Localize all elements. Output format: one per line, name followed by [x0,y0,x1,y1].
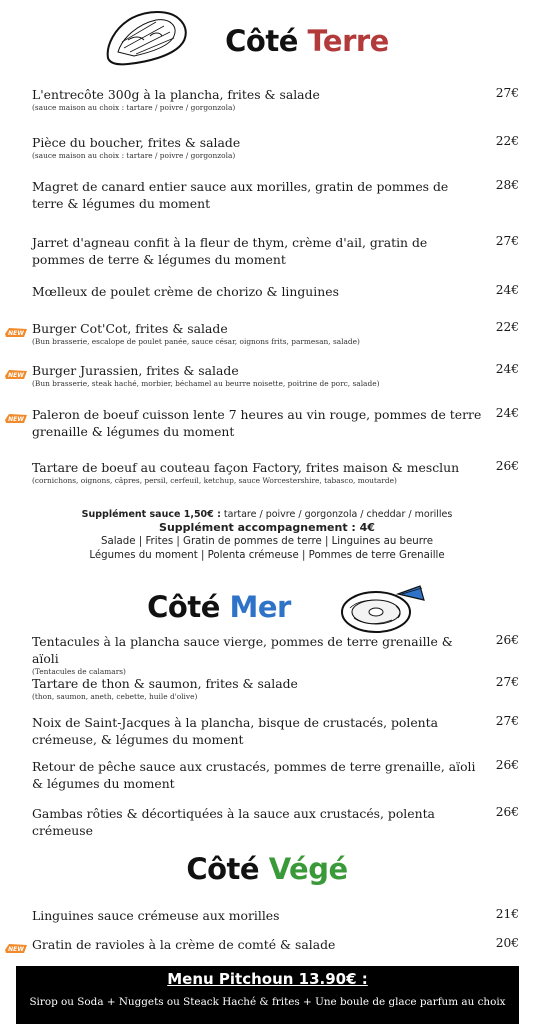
menu-item-name: L'entrecôte 300g à la plancha, frites & salade [32,87,320,102]
menu-item-price: 26€ [495,633,519,647]
supplements-block [0,508,534,563]
menu-item [32,283,522,300]
new-badge-icon [4,323,28,337]
menu-item-name: Pièce du boucher, frites & salade [32,135,241,150]
menu-item-description: (Tentacules de calamars) [32,667,126,676]
menu-item-description: (Bun brasserie, escalope de poulet panée, sauce césar, oignons frits, parmesan, salade) [32,337,360,346]
menu-item [32,406,522,440]
menu-item-price: 20€ [495,936,519,950]
accompaniment-list-1: Salade | Frites | Gratin de pommes de terre | Linguines au beurre [101,536,433,547]
new-badge-icon [4,409,28,423]
section-word-1: Côté [225,24,298,58]
section-word-1: Côté [147,590,220,624]
menu-item-price: 27€ [495,714,519,728]
menu-item-description: (cornichons, oignons, câpres, persil, cerfeuil, ketchup, sauce Worcestershire, tabasco, moutarde) [32,476,397,485]
menu-item-name: Linguines sauce crémeuse aux morilles [32,908,280,923]
menu-item-name: Tartare de boeuf au couteau façon Factory, frites maison & mesclun [32,460,460,475]
svg-text:NEW: NEW [8,416,24,423]
menu-item-name: Mœlleux de poulet crème de chorizo & linguines [32,284,339,299]
menu-item [32,936,522,953]
menu-item [32,633,522,676]
menu-item-price: 26€ [495,758,519,772]
menu-item-price: 26€ [495,459,519,473]
accompaniment-supplement-label: Supplément accompagnement : 4€ [159,521,375,534]
accompaniment-list-2: Légumes du moment | Polenta crémeuse | Pommes de terre Grenaille [89,550,445,561]
section-word-2: Mer [229,590,291,624]
sauce-supplement-list: tartare / poivre / gorgonzola / cheddar / morilles [220,509,453,520]
section-word-2: Terre [307,24,389,58]
menu-item [32,178,522,212]
menu-item-price: 22€ [495,134,519,148]
menu-item [32,907,522,924]
menu-item-name: Burger Jurassien, frites & salade [32,363,239,378]
svg-text:NEW: NEW [8,330,24,337]
menu-item [32,459,522,485]
sauce-supplement-label: Supplément sauce 1,50€ : [81,509,221,520]
menu-item-price: 24€ [495,362,519,376]
menu-item [32,134,522,160]
menu-item-name: Noix de Saint-Jacques à la plancha, bisque de crustacés, polenta crémeuse, & légumes du moment [32,715,439,747]
svg-text:NEW: NEW [8,372,24,379]
menu-item-name: Burger Cot'Cot, frites & salade [32,321,228,336]
kids-menu-description: Sirop ou Soda + Nuggets ou Steack Haché & frites + Une boule de glace parfum au choix [29,996,506,1008]
section-title-vege [0,852,534,886]
menu-item-name: Jarret d'agneau confit à la fleur de thym, crème d'ail, gratin de pommes de terre & légumes du moment [32,235,428,267]
menu-item-name: Retour de pêche sauce aux crustacés, pommes de terre grenaille, aïoli & légumes du moment [32,759,476,791]
menu-item-price: 21€ [495,907,519,921]
menu-item-description: (sauce maison au choix : tartare / poivre / gorgonzola) [32,151,236,160]
menu-item-description: (Bun brasserie, steak haché, morbier, béchamel au beurre noisette, poitrine de porc, salade) [32,379,380,388]
menu-item [32,675,522,701]
menu-item [32,86,522,112]
menu-item [32,234,522,268]
section-title-terre [0,24,534,58]
sauce-supplement [0,508,534,521]
menu-item-price: 27€ [495,234,519,248]
kids-menu-banner [16,966,519,1024]
menu-item-price: 26€ [495,805,519,819]
menu-item-description: (sauce maison au choix : tartare / poivre / gorgonzola) [32,103,236,112]
menu-item-name: Paleron de boeuf cuisson lente 7 heures au vin rouge, pommes de terre grenaille & légumes du moment [32,407,482,439]
kids-menu-title: Menu Pitchoun 13.90€ : [167,970,368,988]
menu-item-name: Tartare de thon & saumon, frites & salade [32,676,298,691]
new-badge-icon [4,939,28,953]
menu-item-price: 24€ [495,406,519,420]
menu-item-name: Tentacules à la plancha sauce vierge, pommes de terre grenaille & aïoli [32,634,453,666]
menu-item-price: 27€ [495,675,519,689]
menu-item-name: Gratin de ravioles à la crème de comté & salade [32,937,336,952]
menu-item [32,758,522,792]
menu-item-price: 22€ [495,320,519,334]
section-word-2: Végé [268,852,348,886]
section-title-mer [0,590,534,624]
oyster-icon [336,578,428,638]
menu-item-price: 28€ [495,178,519,192]
menu-item [32,320,522,346]
menu-item [32,805,522,839]
menu-item [32,362,522,388]
menu-item-name: Magret de canard entier sauce aux morilles, gratin de pommes de terre & légumes du moment [32,179,449,211]
svg-text:NEW: NEW [8,946,24,953]
new-badge-icon [4,365,28,379]
section-word-1: Côté [186,852,260,886]
menu-item [32,714,522,748]
menu-item-price: 27€ [495,86,519,100]
menu-item-price: 24€ [495,283,519,297]
menu-item-name: Gambas rôties & décortiquées à la sauce aux crustacés, polenta crémeuse [32,806,435,838]
menu-item-description: (thon, saumon, aneth, cebette, huile d'olive) [32,692,198,701]
